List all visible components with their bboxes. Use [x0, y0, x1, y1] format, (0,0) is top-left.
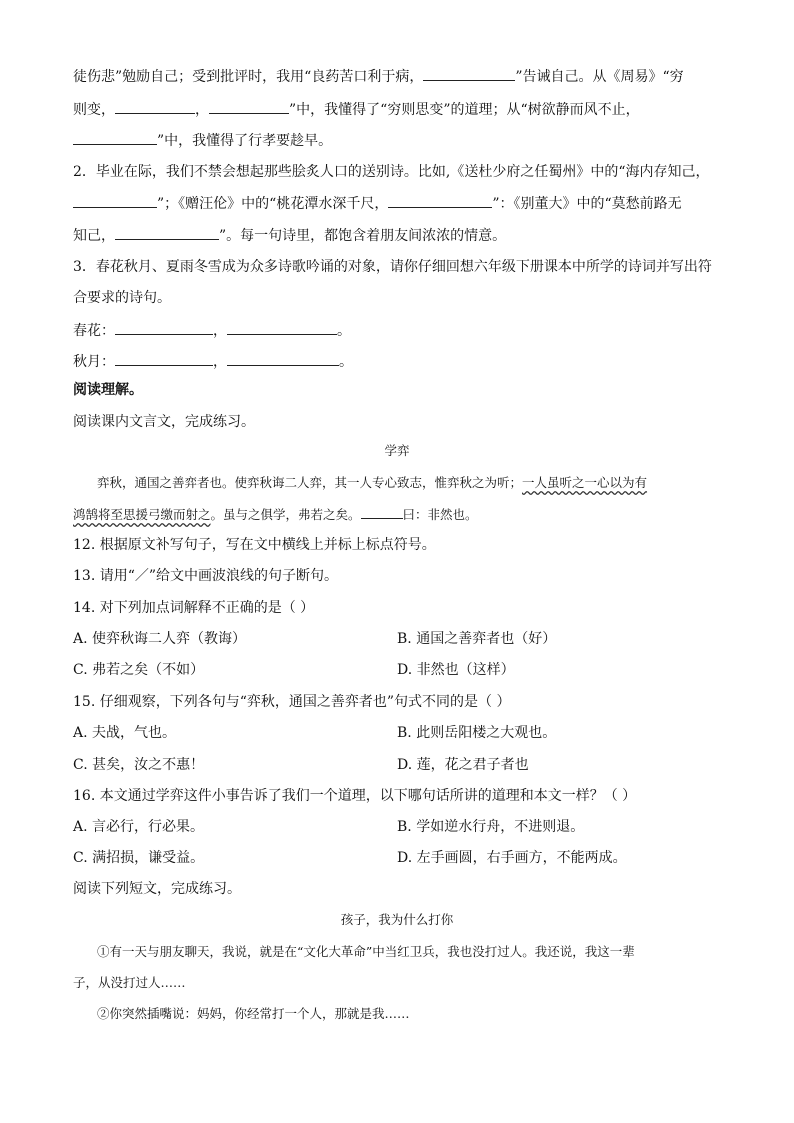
question-2-line-3 — [73, 225, 506, 246]
q16-option-a[interactable]: A. 言必行，行必果。 — [73, 819, 205, 835]
q15-option-b[interactable]: B. 此则岳阳楼之大观也。 — [397, 725, 557, 741]
question-15: 15. 仔细观察，下列各句与“弈秋，通国之善弈者也”句式不同的是（ ） — [73, 694, 511, 710]
answer-blank[interactable] — [115, 225, 219, 240]
reading-intro-2: 阅读下列短文，完成练习。 — [73, 881, 241, 897]
autumn-moon-line — [73, 351, 353, 372]
text-span: ， — [213, 354, 227, 370]
q14-option-b[interactable]: B. 通国之善弈者也（好） — [397, 631, 557, 647]
passage2-line-1: ①有一天与朋友聊天，我说，就是在“文化大革命”中当红卫兵，我也没打过人。我还说，我这一辈 — [97, 944, 635, 959]
q16-option-c[interactable]: C. 满招损，谦受益。 — [73, 850, 205, 866]
answer-blank[interactable] — [388, 193, 492, 208]
q14-option-d[interactable]: D. 非然也（这样） — [397, 662, 515, 678]
reading-intro-1: 阅读课内文言文，完成练习。 — [73, 414, 255, 430]
text-span: ”。每一句诗里，都饱含着朋友间浓浓的情意。 — [219, 228, 507, 244]
wavy-sentence: 一人虽听之一心以为有 — [522, 475, 648, 490]
question-2-line-1 — [73, 162, 710, 182]
passage-title-2: 孩子，我为什么打你 — [340, 912, 454, 927]
question-2-line-2 — [73, 193, 682, 214]
passage-title-xueyi: 学弈 — [384, 443, 410, 458]
text-span: 曰：非然也。 — [402, 507, 478, 522]
spring-label: 春花： — [73, 323, 115, 339]
text-span: ”；《赠汪伦》中的“桃花潭水深千尺， — [157, 196, 389, 212]
q14-option-c[interactable]: C. 弗若之矣（不如） — [73, 662, 205, 678]
text-span: 弈秋，通国之善弈者也。使弈秋诲二人弈，其一人专心致志，惟弈秋之为听； — [97, 475, 523, 490]
wavy-sentence: 鸿鹄将至思援弓缴而射之 — [73, 507, 211, 522]
answer-blank[interactable] — [227, 320, 337, 335]
text-span: 合要求的诗句。 — [73, 290, 171, 306]
question-16: 16. 本文通过学弈这件小事告诉了我们一个道理，以下哪句话所讲的道理和本文一样？（ ） — [73, 788, 637, 804]
answer-blank[interactable] — [115, 320, 213, 335]
question-3-line-2 — [73, 288, 171, 308]
answer-blank[interactable] — [115, 99, 195, 114]
text-span: ”：《别董大》中的“莫愁前路无 — [492, 196, 682, 212]
fill-line-3 — [73, 130, 332, 151]
text-span: 3．春花秋月、夏雨冬雪成为众多诗歌吟诵的对象，请你仔细回想六年级下册课本中所学的诗词并写出符 — [73, 259, 712, 275]
spring-flower-line — [73, 320, 351, 341]
text-span: ， — [195, 102, 209, 118]
q15-option-a[interactable]: A. 夫战，气也。 — [73, 725, 177, 741]
q15-option-d[interactable]: D. 莲，花之君子者也 — [397, 757, 529, 773]
fill-line-1 — [73, 66, 684, 87]
question-13: 13. 请用“／”给文中画波浪线的句子断句。 — [73, 568, 339, 584]
q16-option-b[interactable]: B. 学如逆水行舟，不进则退。 — [397, 819, 585, 835]
text-span: ， — [213, 323, 227, 339]
q15-option-c[interactable]: C. 甚矣，汝之不惠！ — [73, 757, 205, 773]
text-span: 知己， — [73, 228, 115, 244]
passage-line-1 — [97, 473, 647, 493]
text-span: 。 — [339, 354, 353, 370]
fill-line-2 — [73, 99, 640, 120]
answer-blank[interactable] — [115, 351, 213, 366]
question-3-line-1 — [73, 257, 712, 277]
answer-blank[interactable] — [423, 66, 515, 81]
text-span: 2．毕业在际，我们不禁会想起那些脍炙人口的送别诗。比如,《送杜少府之任蜀州》中的“海内存知己， — [73, 164, 710, 180]
answer-blank[interactable] — [73, 193, 157, 208]
text-span: 徒伤悲”勉励自己；受到批评时，我用“良药苦口利于病， — [73, 69, 424, 85]
q14-option-a[interactable]: A. 使弈秋诲二人弈（教诲） — [73, 631, 247, 647]
passage2-line-3: ②你突然插嘴说：妈妈，你经常打一个人，那就是我…… — [97, 1006, 410, 1021]
q16-option-d[interactable]: D. 左手画圆，右手画方，不能两成。 — [397, 850, 627, 866]
text-span: ”中，我懂得了“穷则思变”的道理；从“树欲静而风不止， — [289, 102, 640, 118]
autumn-label: 秋月： — [73, 354, 115, 370]
question-12: 12. 根据原文补写句子，写在文中横线上并标上标点符号。 — [73, 537, 436, 553]
passage-line-2 — [73, 504, 478, 525]
answer-blank[interactable] — [227, 351, 339, 366]
text-span: 则变， — [73, 102, 115, 118]
text-span: 。虽与之俱学，弗若之矣。 — [210, 507, 361, 522]
passage2-line-2: 子，从没打过人…… — [73, 975, 186, 990]
answer-blank[interactable] — [209, 99, 289, 114]
text-span: ”中，我懂得了行孝要趁早。 — [157, 133, 333, 149]
answer-blank[interactable] — [73, 130, 157, 145]
answer-blank[interactable] — [361, 504, 403, 519]
text-span: ”告诫自己。从《周易》“穷 — [515, 69, 684, 85]
section-title: 阅读理解。 — [73, 382, 143, 398]
question-14: 14. 对下列加点词解释不正确的是（ ） — [73, 600, 315, 616]
text-span: 。 — [337, 323, 351, 339]
